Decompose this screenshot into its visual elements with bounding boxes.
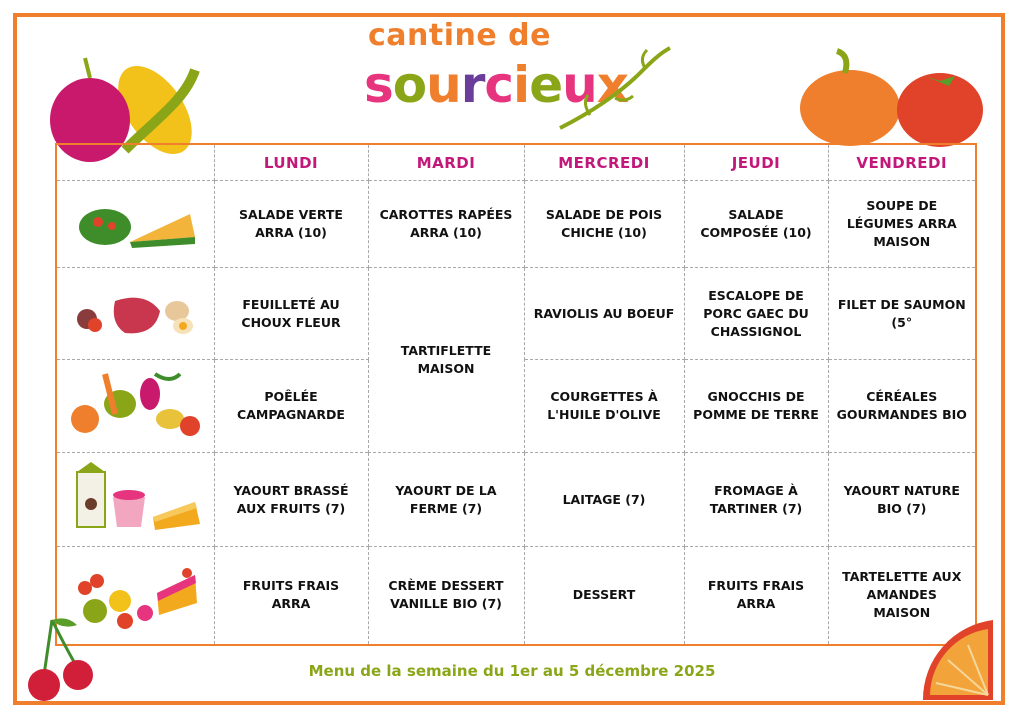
menu-cell: SOUPE DE LÉGUMES ARRA MAISON	[828, 181, 976, 268]
header-empty	[56, 144, 214, 181]
menu-cell: SALADE DE POIS CHICHE (10)	[524, 181, 684, 268]
title-letter: u	[426, 56, 461, 114]
title-letter: i	[513, 56, 530, 114]
dairy-icon	[65, 462, 205, 532]
meat-eggs-icon	[65, 281, 205, 341]
menu-cell: TARTIFLETTE MAISON	[368, 268, 524, 453]
day-header: VENDREDI	[828, 144, 976, 181]
day-header: LUNDI	[214, 144, 368, 181]
title-letter: x	[596, 56, 628, 114]
row-icon-cell	[56, 181, 214, 268]
day-header: MERCREDI	[524, 144, 684, 181]
row-icon-cell	[56, 453, 214, 547]
title-letter: e	[529, 56, 563, 114]
menu-cell: POÊLÉE CAMPAGNARDE	[214, 360, 368, 453]
menu-cell: GNOCCHIS DE POMME DE TERRE	[684, 360, 828, 453]
menu-cell: SALADE VERTE ARRA (10)	[214, 181, 368, 268]
menu-cell: FEUILLETÉ AU CHOUX FLEUR	[214, 268, 368, 360]
menu-cell: RAVIOLIS AU BOEUF	[524, 268, 684, 360]
orange-slice-icon	[918, 615, 998, 705]
page-title	[360, 18, 680, 128]
day-header: MARDI	[368, 144, 524, 181]
title-letter: r	[460, 56, 485, 114]
title-line1: cantine de	[368, 18, 551, 53]
menu-cell: ESCALOPE DE PORC GAEC DU CHASSIGNOL	[684, 268, 828, 360]
vine-icon	[550, 43, 680, 133]
vegetables-icon	[65, 364, 205, 444]
title-letter: u	[562, 56, 597, 114]
menu-cell: YAOURT NATURE BIO (7)	[828, 453, 976, 547]
title-letter: o	[392, 56, 427, 114]
menu-table	[55, 143, 977, 646]
menu-cell: DESSERT	[524, 547, 684, 645]
row-icon-cell	[56, 360, 214, 453]
menu-cell: LAITAGE (7)	[524, 453, 684, 547]
title-letter: s	[364, 56, 393, 114]
menu-cell: FRUITS FRAIS ARRA	[684, 547, 828, 645]
menu-cell: TARTELETTE AUX AMANDES MAISON	[828, 547, 976, 645]
pumpkin-tomato-icon	[795, 48, 985, 148]
day-header: JEUDI	[684, 144, 828, 181]
menu-cell: CAROTTES RAPÉES ARRA (10)	[368, 181, 524, 268]
menu-cell: FRUITS FRAIS ARRA	[214, 547, 368, 645]
menu-cell: COURGETTES À L'HUILE D'OLIVE	[524, 360, 684, 453]
menu-cell: CRÈME DESSERT VANILLE BIO (7)	[368, 547, 524, 645]
row-icon-cell	[56, 268, 214, 360]
menu-cell: FROMAGE À TARTINER (7)	[684, 453, 828, 547]
salad-quiche-icon	[70, 192, 200, 252]
menu-week-caption: Menu de la semaine du 1er au 5 décembre 2025	[308, 662, 716, 680]
menu-cell: YAOURT DE LA FERME (7)	[368, 453, 524, 547]
menu-cell: CÉRÉALES GOURMANDES BIO	[828, 360, 976, 453]
menu-cell: YAOURT BRASSÉ AUX FRUITS (7)	[214, 453, 368, 547]
menu-cell: SALADE COMPOSÉE (10)	[684, 181, 828, 268]
title-letter: c	[484, 56, 514, 114]
menu-cell: FILET DE SAUMON (5°	[828, 268, 976, 360]
